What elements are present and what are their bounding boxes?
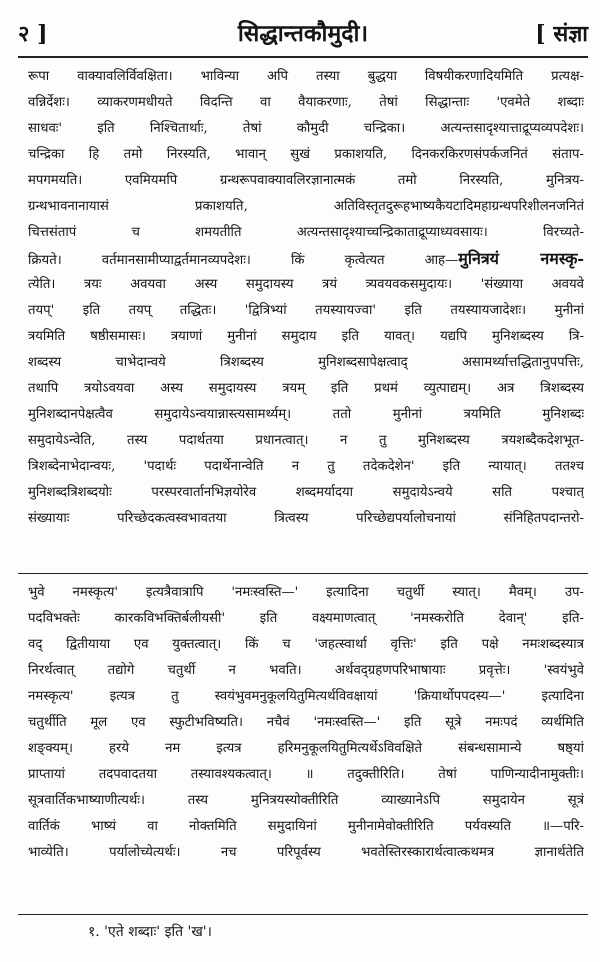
text-line: रूपा वाक्यावलिर्विवक्षिता। भाविन्या अपि तस्या बुद्धया विषयीकरणादियमिति प्रत्यक्ष-	[28, 69, 584, 84]
text-line: समुदायेऽन्वेति, तस्य पदार्थतया प्रधानत्वात्। न तु मुनिशब्दस्य त्रयशब्दैकदेशभूत-	[28, 433, 584, 448]
commentary-line: सूत्रवार्तिकभाष्याणीत्यर्थः। तस्य मुनित्रयस्योक्तीरिति व्याख्यानेऽपि समुदायेन सूत्रं	[28, 793, 584, 808]
text-line-start: क्रियते। वर्तमानसामीप्याद्वर्तमानव्यपदेशः। किं कृत्वेत्यत आह—	[28, 253, 459, 268]
footnote: १. 'एते शब्दाः' इति 'ख'।	[88, 924, 212, 940]
commentary-line: निरर्थत्वात् तद्योगे चतुर्थी न भवति। अर्थवद्ग्रहणपरिभाषायाः प्रवृत्तेः। 'स्वयंभुवे	[28, 663, 584, 678]
text-line: ग्रन्थभावनानायासं प्रकाशयति, अतिविस्तृतदुरूहभाष्यकैयटादिमहाग्रन्थपरिशीलनजनितं	[28, 199, 584, 214]
commentary-line: नमस्कृत्य' इत्यत्र तु स्वयंभुवमनुकूलयितुमित्यर्थविवक्षायां 'क्रियार्थोपपदस्य—' इत्यादिना	[28, 689, 584, 704]
text-line: तयप्' इति तयप् तद्धितः। 'द्वित्रिभ्यां तयस्यायज्वा' इति तयस्यायजादेशः। मुनीनां	[28, 303, 584, 318]
text-line: तथापि त्रयोऽवयवा अस्य समुदायस्य त्रयम् इति प्रथमं व्युत्पाद्यम्। अत्र त्रिशब्दस्य	[28, 381, 584, 396]
page-number: २ ]	[18, 21, 48, 47]
running-title: सिद्धान्तकौमुदी।	[237, 20, 369, 47]
commentary-line: पदविभक्तेः कारकविभक्तिर्बलीयसी' इति वक्ष्यमाणत्वात् 'नमस्करोति देवान्' इति-	[28, 611, 584, 626]
commentary-line: शङ्क्यम्। हरये नम इत्यत्र हरिमनुकूलयितुमित्यर्थेऽविवक्षिते संबन्धसामान्ये षष्ठ्यां	[28, 741, 584, 756]
commentary-line: वद् द्वितीयाया एव युक्तत्वात्। किं च 'जहत्स्वार्था वृत्तिः' इति पक्षे नमःशब्दस्यात्र	[28, 637, 584, 652]
text-line: वन्निर्देशः। व्याकरणमधीयते विदन्ति वा वैयाकरणाः, तेषां सिद्धान्ताः 'एवमेते शब्दाः	[28, 95, 584, 110]
text-line: मपगमयति। एवमियमपि ग्रन्थरूपवाक्यावलिरज्ञानात्मकं तमो निरस्यति, मुनित्रय-	[28, 173, 584, 188]
text-line: मुनिशब्दानपेक्षत्वैव समुदायेऽन्वयान्नास्त्यसामर्थ्यम्। ततो मुनीनां त्रयमिति मुनिशब्दः	[28, 407, 584, 422]
commentary-line: प्राप्तायां तदपवादतया तस्यावश्यकत्वात्। ॥ तदुक्तीरिति। तेषां पाणिन्यादीनामुक्तीः।	[28, 767, 584, 782]
text-line: त्रिशब्देनाभेदान्वयः, 'पदार्थः पदार्थेनान्वेति न तु तदेकदेशेन' इति न्यायात्। ततश्च	[28, 459, 584, 474]
commentary-line: भुवे नमस्कृत्य' इत्यत्रैवात्रापि 'नमःस्वस्ति—' इत्यादिना चतुर्थी स्यात्। मैवम्। उप-	[28, 585, 584, 600]
text-line: मुनिशब्दत्रिशब्दयोः परस्परवार्तानभिज्ञयोरेव शब्दमर्यादया समुदायेऽन्वये सति पश्चात्	[28, 485, 584, 500]
text-line: चित्तसंतापं च शमयतीति अत्यन्तसादृश्याच्चन्द्रिकाताद्रूप्याध्यवसायः। विरच्यते-	[28, 225, 584, 240]
main-text-block	[28, 64, 584, 532]
mula-heading: मुनित्रयं नमस्कृ-	[458, 249, 584, 268]
page-header	[18, 14, 588, 48]
header-rule	[18, 56, 588, 58]
text-line: संख्यायाः परिच्छेदकत्वस्वभावतया त्रित्वस्य परिच्छेद्यपर्यालोचनायां संनिहितपदान्तरो-	[28, 511, 584, 526]
section-divider	[18, 573, 588, 574]
text-line: चन्द्रिका हि तमो निरस्यति, भावान् सुखं प्रकाशयति, दिनकरकिरणसंपर्कजनितं संताप-	[28, 147, 584, 162]
commentary-block	[28, 580, 584, 866]
text-line: त्रयमिति षष्ठीसमासः। त्रयाणां मुनीनां समुदाय इति यावत्। यद्यपि मुनिशब्दस्य त्रि-	[28, 329, 584, 344]
text-line: त्येति। त्रयः अवयवा अस्य समुदायस्य त्रयं त्र्यवयवकसमुदायः। 'संख्याया अवयवे	[28, 277, 584, 292]
commentary-line: चतुर्थीति मूल एव स्फुटीभविष्यति। नचैवं 'नमःस्वस्ति—' इति सूत्रे नमःपदं व्यर्थमिति	[28, 715, 584, 730]
section-name: [ संज्ञा	[535, 21, 588, 47]
commentary-line: वार्तिकं भाष्यं वा नोक्तमिति समुदायिनां मुनीनामेवोक्तीरिति पर्यवस्यति ॥—परि-	[28, 819, 584, 834]
text-line: साधवः' इति निश्चितार्थाः, तेषां कौमुदी चन्द्रिका। अत्यन्तसादृश्यात्ताद्रूप्यव्यपदेशः।	[28, 121, 584, 136]
commentary-line: भाव्येति। पर्यालोच्येत्यर्थः। नच परिपूर्वस्य भवतेस्तिरस्कारार्थत्वात्कथमत्र ज्ञानार्थतेति	[28, 845, 584, 860]
text-line-with-heading	[28, 246, 584, 272]
footnote-rule	[18, 914, 588, 915]
text-line: शब्दस्य चाभेदान्वये त्रिशब्दस्य मुनिशब्दसापेक्षत्वाद् असामर्थ्यात्तद्धितानुपपत्तिः,	[28, 355, 584, 370]
